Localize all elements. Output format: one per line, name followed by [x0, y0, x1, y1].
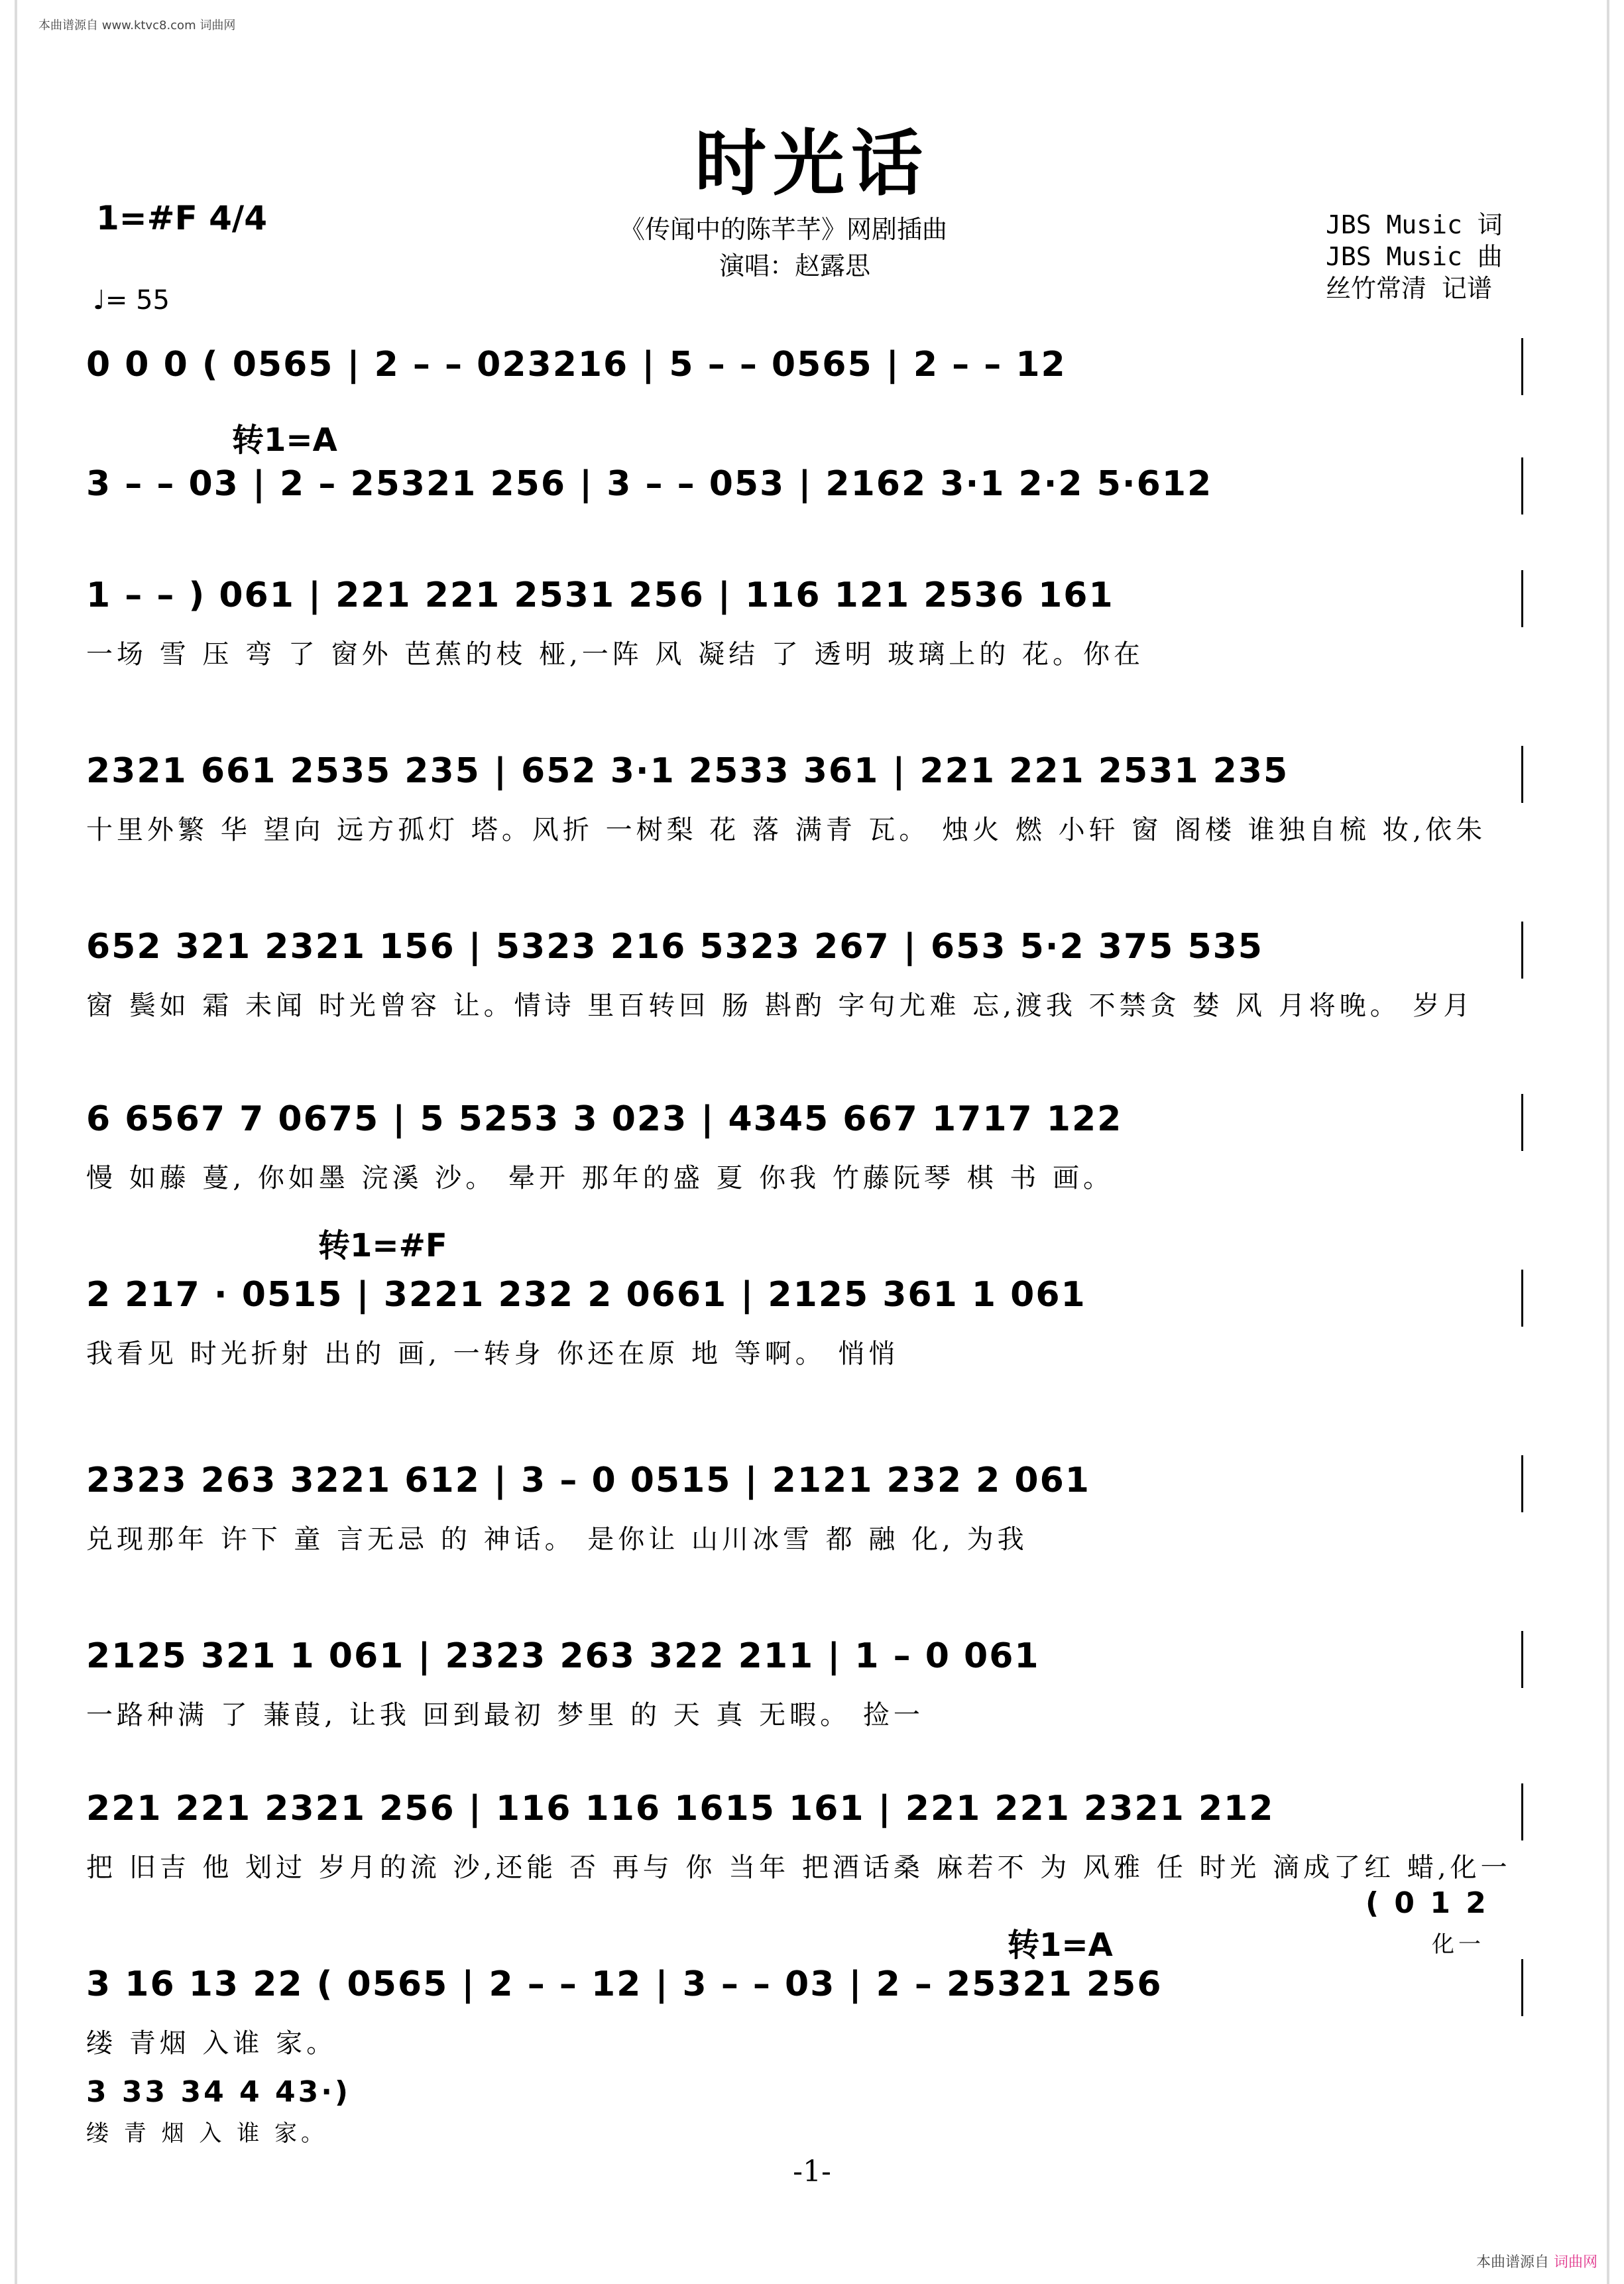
- page-right-edge: [1607, 0, 1609, 2284]
- source-header: 本曲谱源自 www.ktvc8.com 词曲网: [38, 19, 236, 32]
- staff-system-11: [86, 1959, 1531, 2065]
- tail-lyric: 缕 青 烟 入 谁 家。: [86, 2120, 328, 2147]
- staff-system-9: [86, 1631, 1531, 1737]
- notation-line: 0 0 0 ( 0565 | 2 – – 023216 | 5 – – 0565 | 2 – – 12: [86, 345, 1067, 385]
- alt-ending-notes: ( 0 1 2: [1365, 1886, 1489, 1920]
- lyric-line: 十里外繁 华 望向 远方孤灯 塔。风折 一树梨 花 落 满青 瓦。 烛火 燃 小轩 窗 阁楼 谁独自梳 妆,依朱: [86, 815, 1487, 845]
- staff-system-2: [86, 457, 1531, 517]
- staff-system-1: [86, 338, 1531, 398]
- tempo-mark: ♩= 55: [93, 285, 170, 316]
- lyric-line: 我看见 时光折射 出的 画, 一转身 你还在原 地 等啊。 悄悄: [86, 1339, 899, 1369]
- staff-system-7: [86, 1270, 1531, 1376]
- barline: [1521, 746, 1523, 803]
- lyric-line: 窗 鬓如 霜 未闻 时光曾容 让。情诗 里百转回 肠 斟酌 字句尤难 忘,渡我 不禁贪 婪 风 月将晚。 岁月: [86, 991, 1474, 1021]
- barline: [1521, 570, 1523, 627]
- page-number: -1-: [793, 2155, 831, 2189]
- modulation-3: 转1=A: [1008, 1927, 1113, 1964]
- barline: [1521, 338, 1523, 395]
- notation-line: 652 321 2321 156 | 5323 216 5323 267 | 653 5·2 375 535: [86, 927, 1263, 967]
- key-signature: 1=#F 4/4: [96, 199, 267, 237]
- barline: [1521, 1959, 1523, 2016]
- staff-system-5: [86, 922, 1531, 1028]
- lyric-line: 兑现那年 许下 童 言无忌 的 神话。 是你让 山川冰雪 都 融 化, 为我: [86, 1524, 1028, 1555]
- source-footer-prefix: 本曲谱源自: [1476, 2254, 1549, 2271]
- barline: [1521, 922, 1523, 979]
- lyric-line: 一场 雪 压 弯 了 窗外 芭蕉的枝 桠,一阵 风 凝结 了 透明 玻璃上的 花。你在: [86, 639, 1145, 670]
- notation-line: 2323 263 3221 612 | 3 – 0 0515 | 2121 232 2 061: [86, 1461, 1090, 1500]
- barline: [1521, 1631, 1523, 1688]
- tail-notes: 3 33 34 4 43·): [86, 2075, 351, 2109]
- barline: [1521, 1094, 1523, 1151]
- barline: [1521, 1270, 1523, 1327]
- modulation-2: 转1=#F: [318, 1227, 447, 1264]
- lyric-line: 慢 如藤 蔓, 你如墨 浣溪 沙。 晕开 那年的盛 夏 你我 竹藤阮琴 棋 书 画。: [86, 1163, 1114, 1193]
- singer: 演唱：赵露思: [719, 251, 871, 280]
- staff-system-3: [86, 570, 1531, 676]
- subtitle: 《传闻中的陈芊芊》网剧插曲: [620, 215, 948, 244]
- staff-system-10: [86, 1783, 1531, 1890]
- notation-line: 1 – – ) 061 | 221 221 2531 256 | 116 121 2536 161: [86, 575, 1114, 615]
- composer-credit: JBS Music 曲: [1326, 242, 1503, 271]
- transcriber-credit: 丝竹常清 记谱: [1326, 274, 1492, 303]
- barline: [1521, 1783, 1523, 1840]
- barline: [1521, 1455, 1523, 1512]
- credits: [1326, 209, 1503, 304]
- notation-line: 2 217 · 0515 | 3221 232 2 0661 | 2125 361 1 061: [86, 1275, 1086, 1315]
- notation-line: 6 6567 7 0675 | 5 5253 3 023 | 4345 667 1717 122: [86, 1099, 1123, 1139]
- staff-system-8: [86, 1455, 1531, 1561]
- lyric-line: 把 旧吉 他 划过 岁月的流 沙,还能 否 再与 你 当年 把酒话桑 麻若不 为 风雅 任 时光 滴成了红 蜡,化一: [86, 1852, 1511, 1883]
- lyric-line: 一路种满 了 蒹葭, 让我 回到最初 梦里 的 天 真 无暇。 捡一: [86, 1700, 924, 1730]
- notation-line: 3 16 13 22 ( 0565 | 2 – – 12 | 3 – – 03 | 2 – 25321 256: [86, 1964, 1163, 2004]
- alt-ending-lyric: 化一: [1432, 1931, 1485, 1958]
- staff-system-6: [86, 1094, 1531, 1200]
- source-footer-site: 词曲网: [1553, 2254, 1597, 2271]
- page-left-edge: [15, 0, 17, 2284]
- song-title: 时光话: [694, 122, 929, 206]
- notation-line: 221 221 2321 256 | 116 116 1615 161 | 221 221 2321 212: [86, 1789, 1275, 1829]
- notation-line: 2125 321 1 061 | 2323 263 322 211 | 1 – 0 061: [86, 1636, 1040, 1676]
- modulation-1: 转1=A: [232, 422, 337, 459]
- lyricist-credit: JBS Music 词: [1326, 210, 1503, 239]
- source-footer: [1476, 2251, 1597, 2271]
- notation-line: 2321 661 2535 235 | 652 3·1 2533 361 | 221 221 2531 235: [86, 751, 1289, 791]
- barline: [1521, 457, 1523, 514]
- staff-system-4: [86, 746, 1531, 852]
- notation-line: 3 – – 03 | 2 – 25321 256 | 3 – – 053 | 2162 3·1 2·2 5·612: [86, 464, 1213, 504]
- lyric-line: 缕 青烟 入谁 家。: [86, 2028, 337, 2059]
